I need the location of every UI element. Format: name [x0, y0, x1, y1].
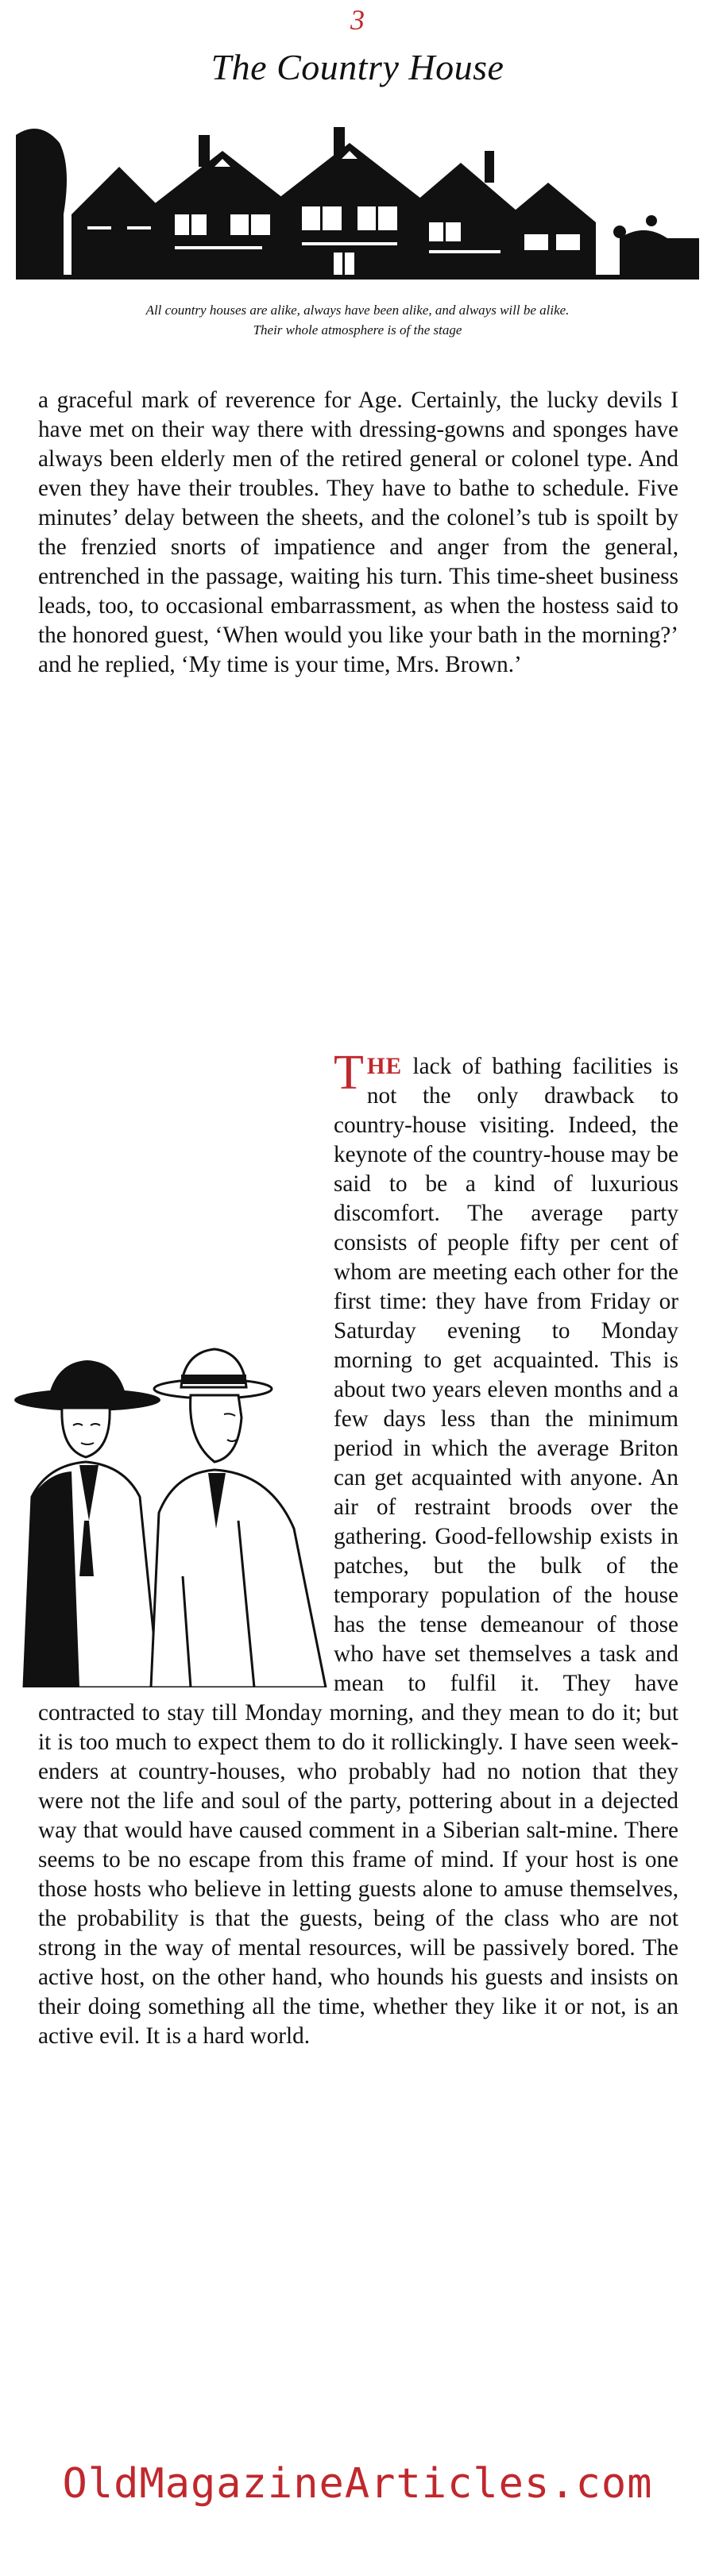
paragraph-2-body: lack of bathing facilities is not the only drawback to country-house visiting. Indeed, the keynote of the country-house may be said to be a kind of luxurious discomfort. The average party consists of people fifty per cent of whom are meeting each other for the first time: they have from Friday or Saturday evening to Monday morning to get acquainted. This is about two years eleven months and a few days less than the minimum period in which the average Briton can get acquainted with anyone. An air of restraint broods over the gathering. Good-fellowship exists in patches, but the bulk of the temporary population of the house has the tense demeanour of those who have set themselves a task and mean to fulfil it. They have contracted to stay till Monday morning, and they mean to do it; but it is too much to expect them to do it rollickingly. I have seen week-enders at country-houses, who probably had no notion that they were not the life and soul of the party, pottering about in a dejected way that would have caused comment in a Siberian salt-mine. There seems to be no escape from this frame of mind. If your host is one those hosts who believe in letting guests alone to amuse themselves, the probability is that the guests, being of the class who are not strong in the way of mental resources, will be passively bored. The active host, on the other hand, who hounds his guests and insists on their doing something all the time, whether they like it or not, is an active evil. It is a hard world.: [38, 1054, 678, 2049]
caption-line-1: All country houses are alike, always have been alike, and always will be alike.: [145, 303, 570, 318]
couple-illustration: [0, 1052, 334, 1699]
lead-in-small-caps: HE: [366, 1054, 403, 1079]
country-house-illustration: [16, 119, 699, 292]
paragraph-1-text: a graceful mark of reverence for Age. Certainly, the lucky devils I have met on their way there with dressing-gowns and sponges have always been elderly men of the retired general or colonel type. And even they have their troubles. They have to bathe to schedule. Five minutes’ delay between the sheets, and the colonel’s tub is spoilt by the frenzied snorts of impatience and anger from the general, entrenched in the passage, waiting his turn. This time-sheet business leads, too, to occasional embarrassment, as when the hostess said to the honored guest, ‘When would you like your bath in the morning?’ and he replied, ‘My time is your time, Mrs. Brown.’: [38, 388, 678, 677]
site-watermark: OldMagazineArticles.com: [62, 2460, 653, 2508]
article-paragraph-1: [38, 386, 678, 680]
article-paragraph-2: [38, 1046, 678, 2051]
caption-line-2: Their whole atmosphere is of the stage: [253, 322, 462, 337]
page-number: 3: [350, 4, 365, 36]
drop-cap-letter: T: [334, 1046, 364, 1100]
section-title: The Country House: [211, 47, 504, 87]
illustration-caption: [32, 300, 683, 340]
